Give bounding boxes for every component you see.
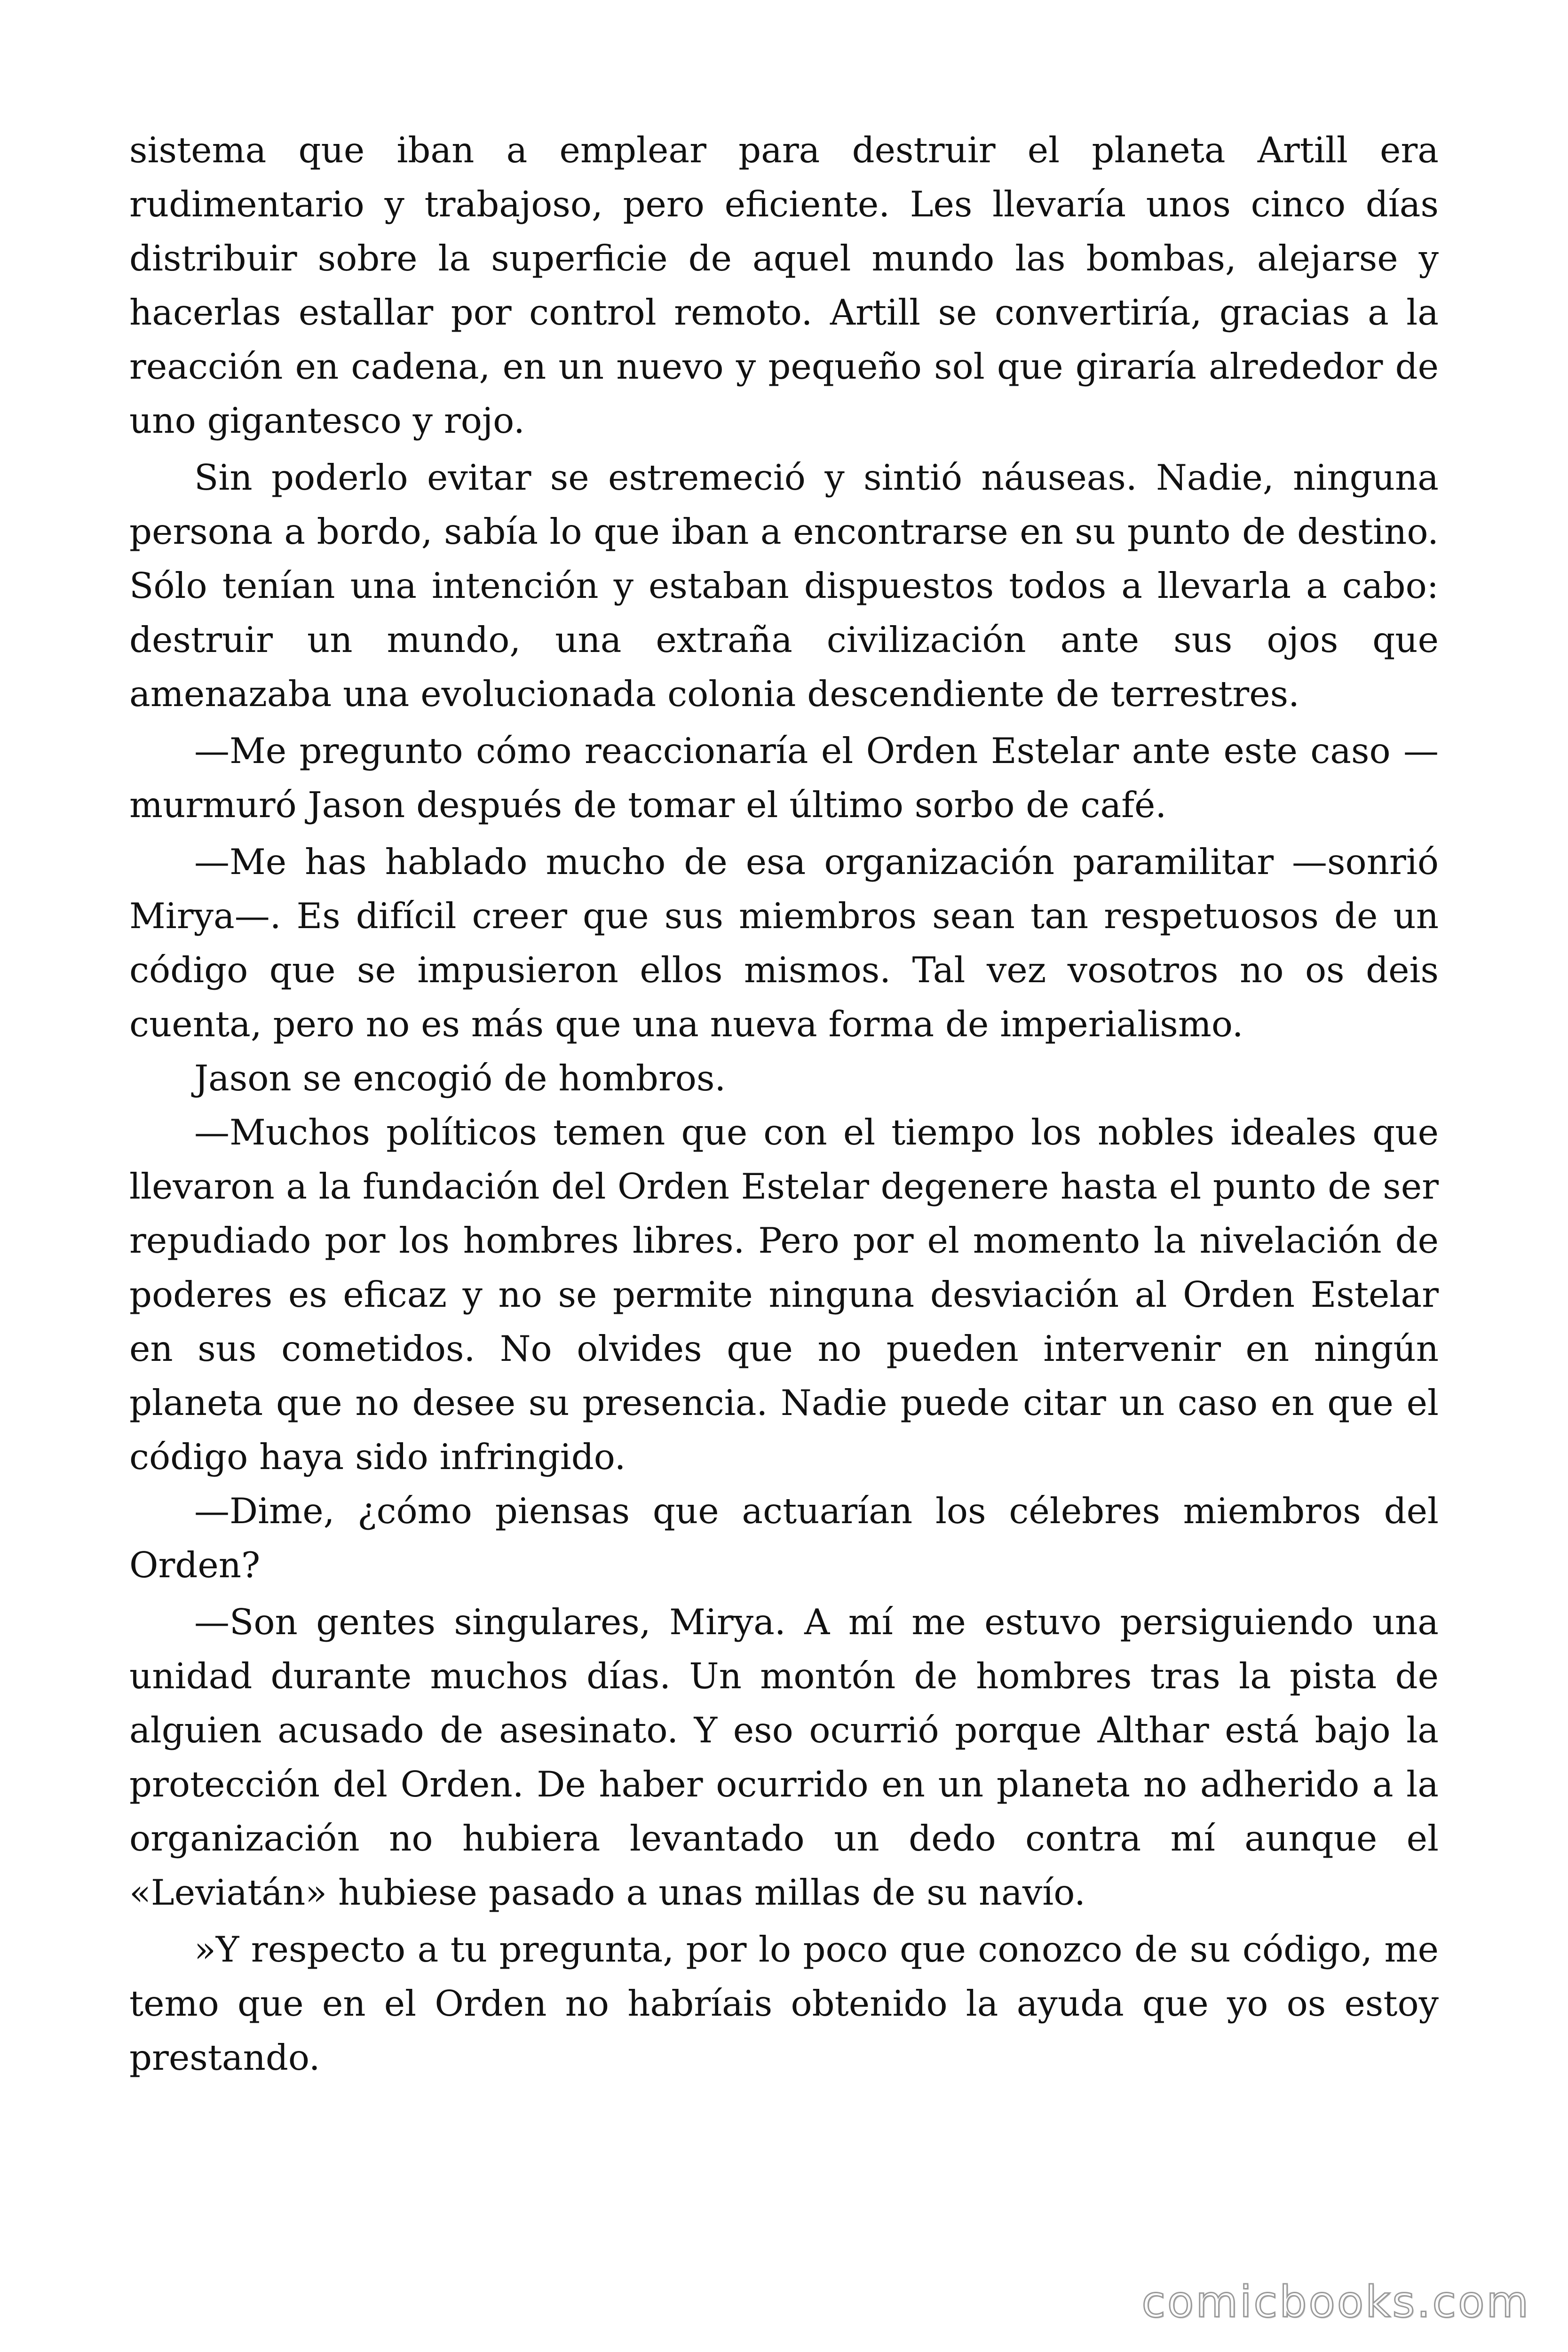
paragraph-6: —Muchos políticos temen que con el tiempo los nobles ideales que llevaron a la fundación del Orden Estelar degenere hasta el punto de ser repudiado por los hombres libres. Pero por el momento la nivelación de poderes es eficaz y no se permite ninguna desviación al Orden Estelar en sus cometidos. No olvides que no pueden intervenir en ningún planeta que no desee su presencia. Nadie puede citar un caso en que el código haya sido infringido. (129, 1112, 1439, 1478)
paragraph-5: Jason se encogió de hombros. (194, 1057, 726, 1099)
paragraph-4: —Me has hablado mucho de esa organización paramilitar —sonrió Mirya—. Es difícil creer que sus miembros sean tan respetuosos de un código que se impusieron ellos mismos. Tal vez vosotros no os deis cuenta, pero no es más que una nueva forma de imperialismo. (129, 841, 1439, 1045)
paragraph-7: —Dime, ¿cómo piensas que actuarían los célebres miembros del Orden? (129, 1490, 1439, 1586)
paragraph-2: Sin poderlo evitar se estremeció y sintió náuseas. Nadie, ninguna persona a bordo, sabía lo que iban a encontrarse en su punto de destino. Sólo tenían una intención y estaban dispuestos todos a llevarla a cabo: destruir un mundo, una extraña civilización ante sus ojos que amenazaba una evolucionada colonia descendiente de terrestres. (129, 457, 1439, 715)
paragraph-8: —Son gentes singulares, Mirya. A mí me estuvo persiguiendo una unidad durante muchos días. Un montón de hombres tras la pista de alguien acusado de asesinato. Y eso ocurrió porque Althar está bajo la protección del Orden. De haber ocurrido en un planeta no adherido a la organización no hubiera levantado un dedo contra mí aunque el «Leviatán» hubiese pasado a unas millas de su navío. (129, 1601, 1439, 1913)
body-text (129, 123, 1439, 2085)
paragraph-1: sistema que iban a emplear para destruir el planeta Artill era rudimentario y trabajoso, pero eficiente. Les llevaría unos cinco días distribuir sobre la superficie de aquel mundo las bombas, alejarse y hacerlas estallar por control remoto. Artill se convertiría, gracias a la reacción en cadena, en un nuevo y pequeño sol que giraría alrededor de uno gigantesco y rojo. (129, 129, 1439, 441)
paragraph-3: —Me pregunto cómo reaccionaría el Orden Estelar ante este caso —murmuró Jason después de tomar el último sorbo de café. (129, 730, 1439, 826)
paragraph-9: »Y respecto a tu pregunta, por lo poco que conozco de su código, me temo que en el Orden no habríais obtenido la ayuda que yo os estoy prestando. (129, 1929, 1439, 2078)
watermark: comicbooks.com (1141, 2277, 1530, 2327)
